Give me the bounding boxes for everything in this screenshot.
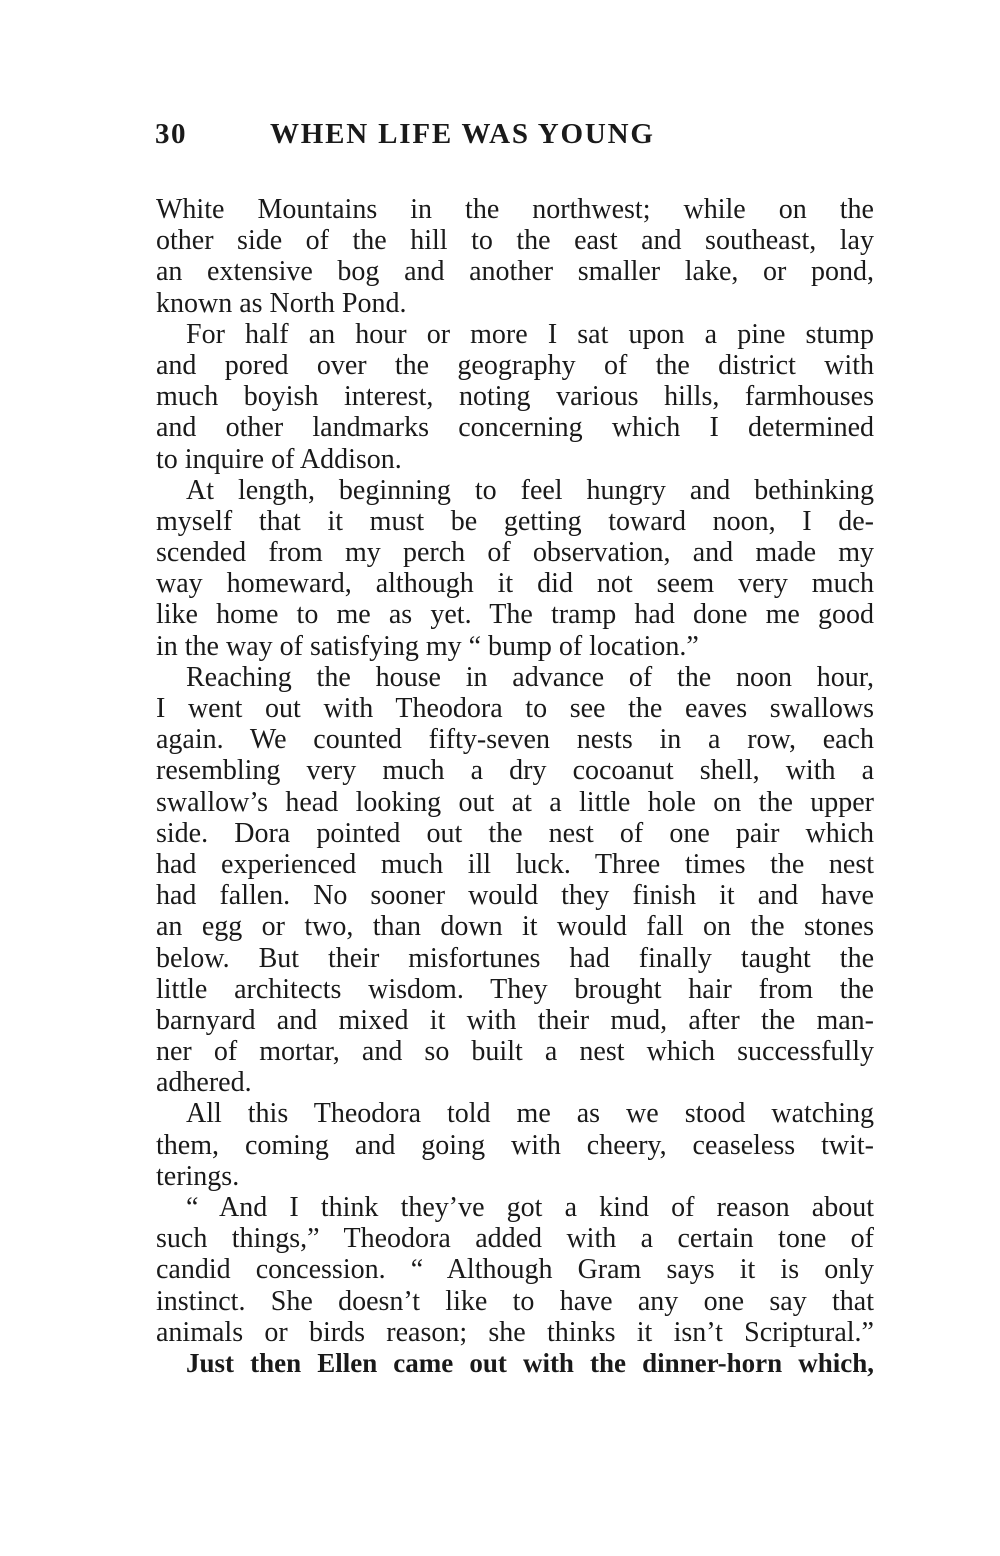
text-line: barnyard and mixed it with their mud, after the man-: [156, 1004, 874, 1036]
text-line: had experienced much ill luck. Three times the nest: [156, 848, 874, 880]
page-number: 30: [155, 118, 187, 150]
text-line: All this Theodora told me as we stood watching: [186, 1098, 874, 1130]
body-text: [156, 194, 874, 1379]
text-line: instinct. She doesn’t like to have any one say that: [156, 1285, 874, 1317]
text-line: ner of mortar, and so built a nest which successfully: [156, 1036, 874, 1068]
text-line: way homeward, although it did not seem very much: [156, 568, 874, 600]
text-line: such things,” Theodora added with a certain tone of: [156, 1223, 874, 1255]
text-line: other side of the hill to the east and southeast, lay: [156, 225, 874, 257]
text-line: like home to me as yet. The tramp had done me good: [156, 599, 874, 631]
text-line: For half an hour or more I sat upon a pine stump: [186, 318, 874, 350]
text-line: side. Dora pointed out the nest of one pair which: [156, 817, 874, 849]
text-line: animals or birds reason; she thinks it isn’t Scriptural.”: [156, 1316, 874, 1348]
text-line: below. But their misfortunes had finally taught the: [156, 942, 874, 974]
text-line: adhered.: [156, 1067, 252, 1099]
text-line: to inquire of Addison.: [156, 443, 402, 475]
book-title: WHEN LIFE WAS YOUNG: [270, 118, 655, 150]
text-line: and other landmarks concerning which I determined: [156, 412, 874, 444]
text-line: an egg or two, than down it would fall on the stones: [156, 911, 874, 943]
text-line: known as North Pond.: [156, 287, 407, 319]
text-line: had fallen. No sooner would they finish it and have: [156, 880, 874, 912]
text-line: candid concession. “ Although Gram says it is only: [156, 1254, 874, 1286]
text-line: little architects wisdom. They brought hair from the: [156, 973, 874, 1005]
text-line: Just then Ellen came out with the dinner-horn which,: [186, 1347, 874, 1378]
text-line: resembling very much a dry cocoanut shell, with a: [156, 755, 874, 787]
text-line: White Mountains in the northwest; while on the: [156, 194, 874, 225]
text-line: myself that it must be getting toward noon, I de-: [156, 505, 874, 537]
text-line: At length, beginning to feel hungry and bethinking: [186, 474, 874, 506]
text-line: swallow’s head looking out at a little hole on the upper: [156, 786, 874, 818]
text-line: an extensive bog and another smaller lake, or pond,: [156, 256, 874, 288]
text-line: Reaching the house in advance of the noon hour,: [186, 661, 874, 693]
text-line: them, coming and going with cheery, ceaseless twit-: [156, 1129, 874, 1161]
text-line: and pored over the geography of the district with: [156, 349, 874, 381]
text-line: “ And I think they’ve got a kind of reason about: [186, 1192, 874, 1223]
text-line: in the way of satisfying my “ bump of location.”: [156, 630, 699, 662]
text-line: scended from my perch of observation, and made my: [156, 537, 874, 569]
running-head: [155, 118, 875, 158]
text-line: much boyish interest, noting various hills, farmhouses: [156, 381, 874, 413]
text-line: I went out with Theodora to see the eaves swallows: [156, 693, 874, 724]
text-line: terings.: [156, 1160, 240, 1192]
text-line: again. We counted fifty-seven nests in a row, each: [156, 724, 874, 756]
